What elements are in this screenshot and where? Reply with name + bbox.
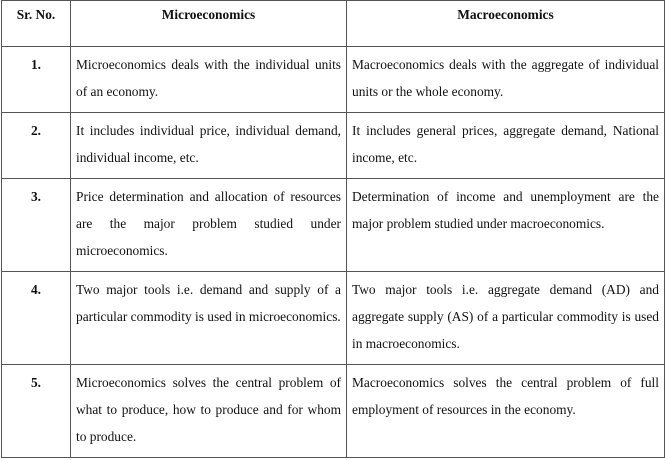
macro-cell: Macroeconomics deals with the aggregate of individual units or the whole economy. xyxy=(347,47,665,113)
micro-cell: Microeconomics solves the central problem of what to produce, how to produce and for whom to produce. xyxy=(71,365,347,458)
table-row xyxy=(2,272,665,365)
micro-cell: Two major tools i.e. demand and supply of a particular commodity is used in microeconomics. xyxy=(71,272,347,365)
row-number: 1. xyxy=(2,47,71,113)
macro-cell: Macroeconomics solves the central problem of full employment of resources in the economy. xyxy=(347,365,665,458)
header-macroeconomics: Macroeconomics xyxy=(347,1,665,47)
row-number: 4. xyxy=(2,272,71,365)
table-row xyxy=(2,365,665,458)
micro-cell: Microeconomics deals with the individual units of an economy. xyxy=(71,47,347,113)
table-row xyxy=(2,113,665,179)
micro-cell: Price determination and allocation of resources are the major problem studied under microeconomics. xyxy=(71,179,347,272)
row-number: 3. xyxy=(2,179,71,272)
comparison-table xyxy=(1,0,665,458)
macro-cell: It includes general prices, aggregate demand, National income, etc. xyxy=(347,113,665,179)
table-row xyxy=(2,47,665,113)
header-row xyxy=(2,1,665,47)
header-sr-no: Sr. No. xyxy=(2,1,71,47)
row-number: 5. xyxy=(2,365,71,458)
header-microeconomics: Microeconomics xyxy=(71,1,347,47)
micro-cell: It includes individual price, individual demand, individual income, etc. xyxy=(71,113,347,179)
macro-cell: Two major tools i.e. aggregate demand (AD) and aggregate supply (AS) of a particular commodity is used in macroeconomics. xyxy=(347,272,665,365)
row-number: 2. xyxy=(2,113,71,179)
macro-cell: Determination of income and unemployment are the major problem studied under macroeconomics. xyxy=(347,179,665,272)
table-row xyxy=(2,179,665,272)
